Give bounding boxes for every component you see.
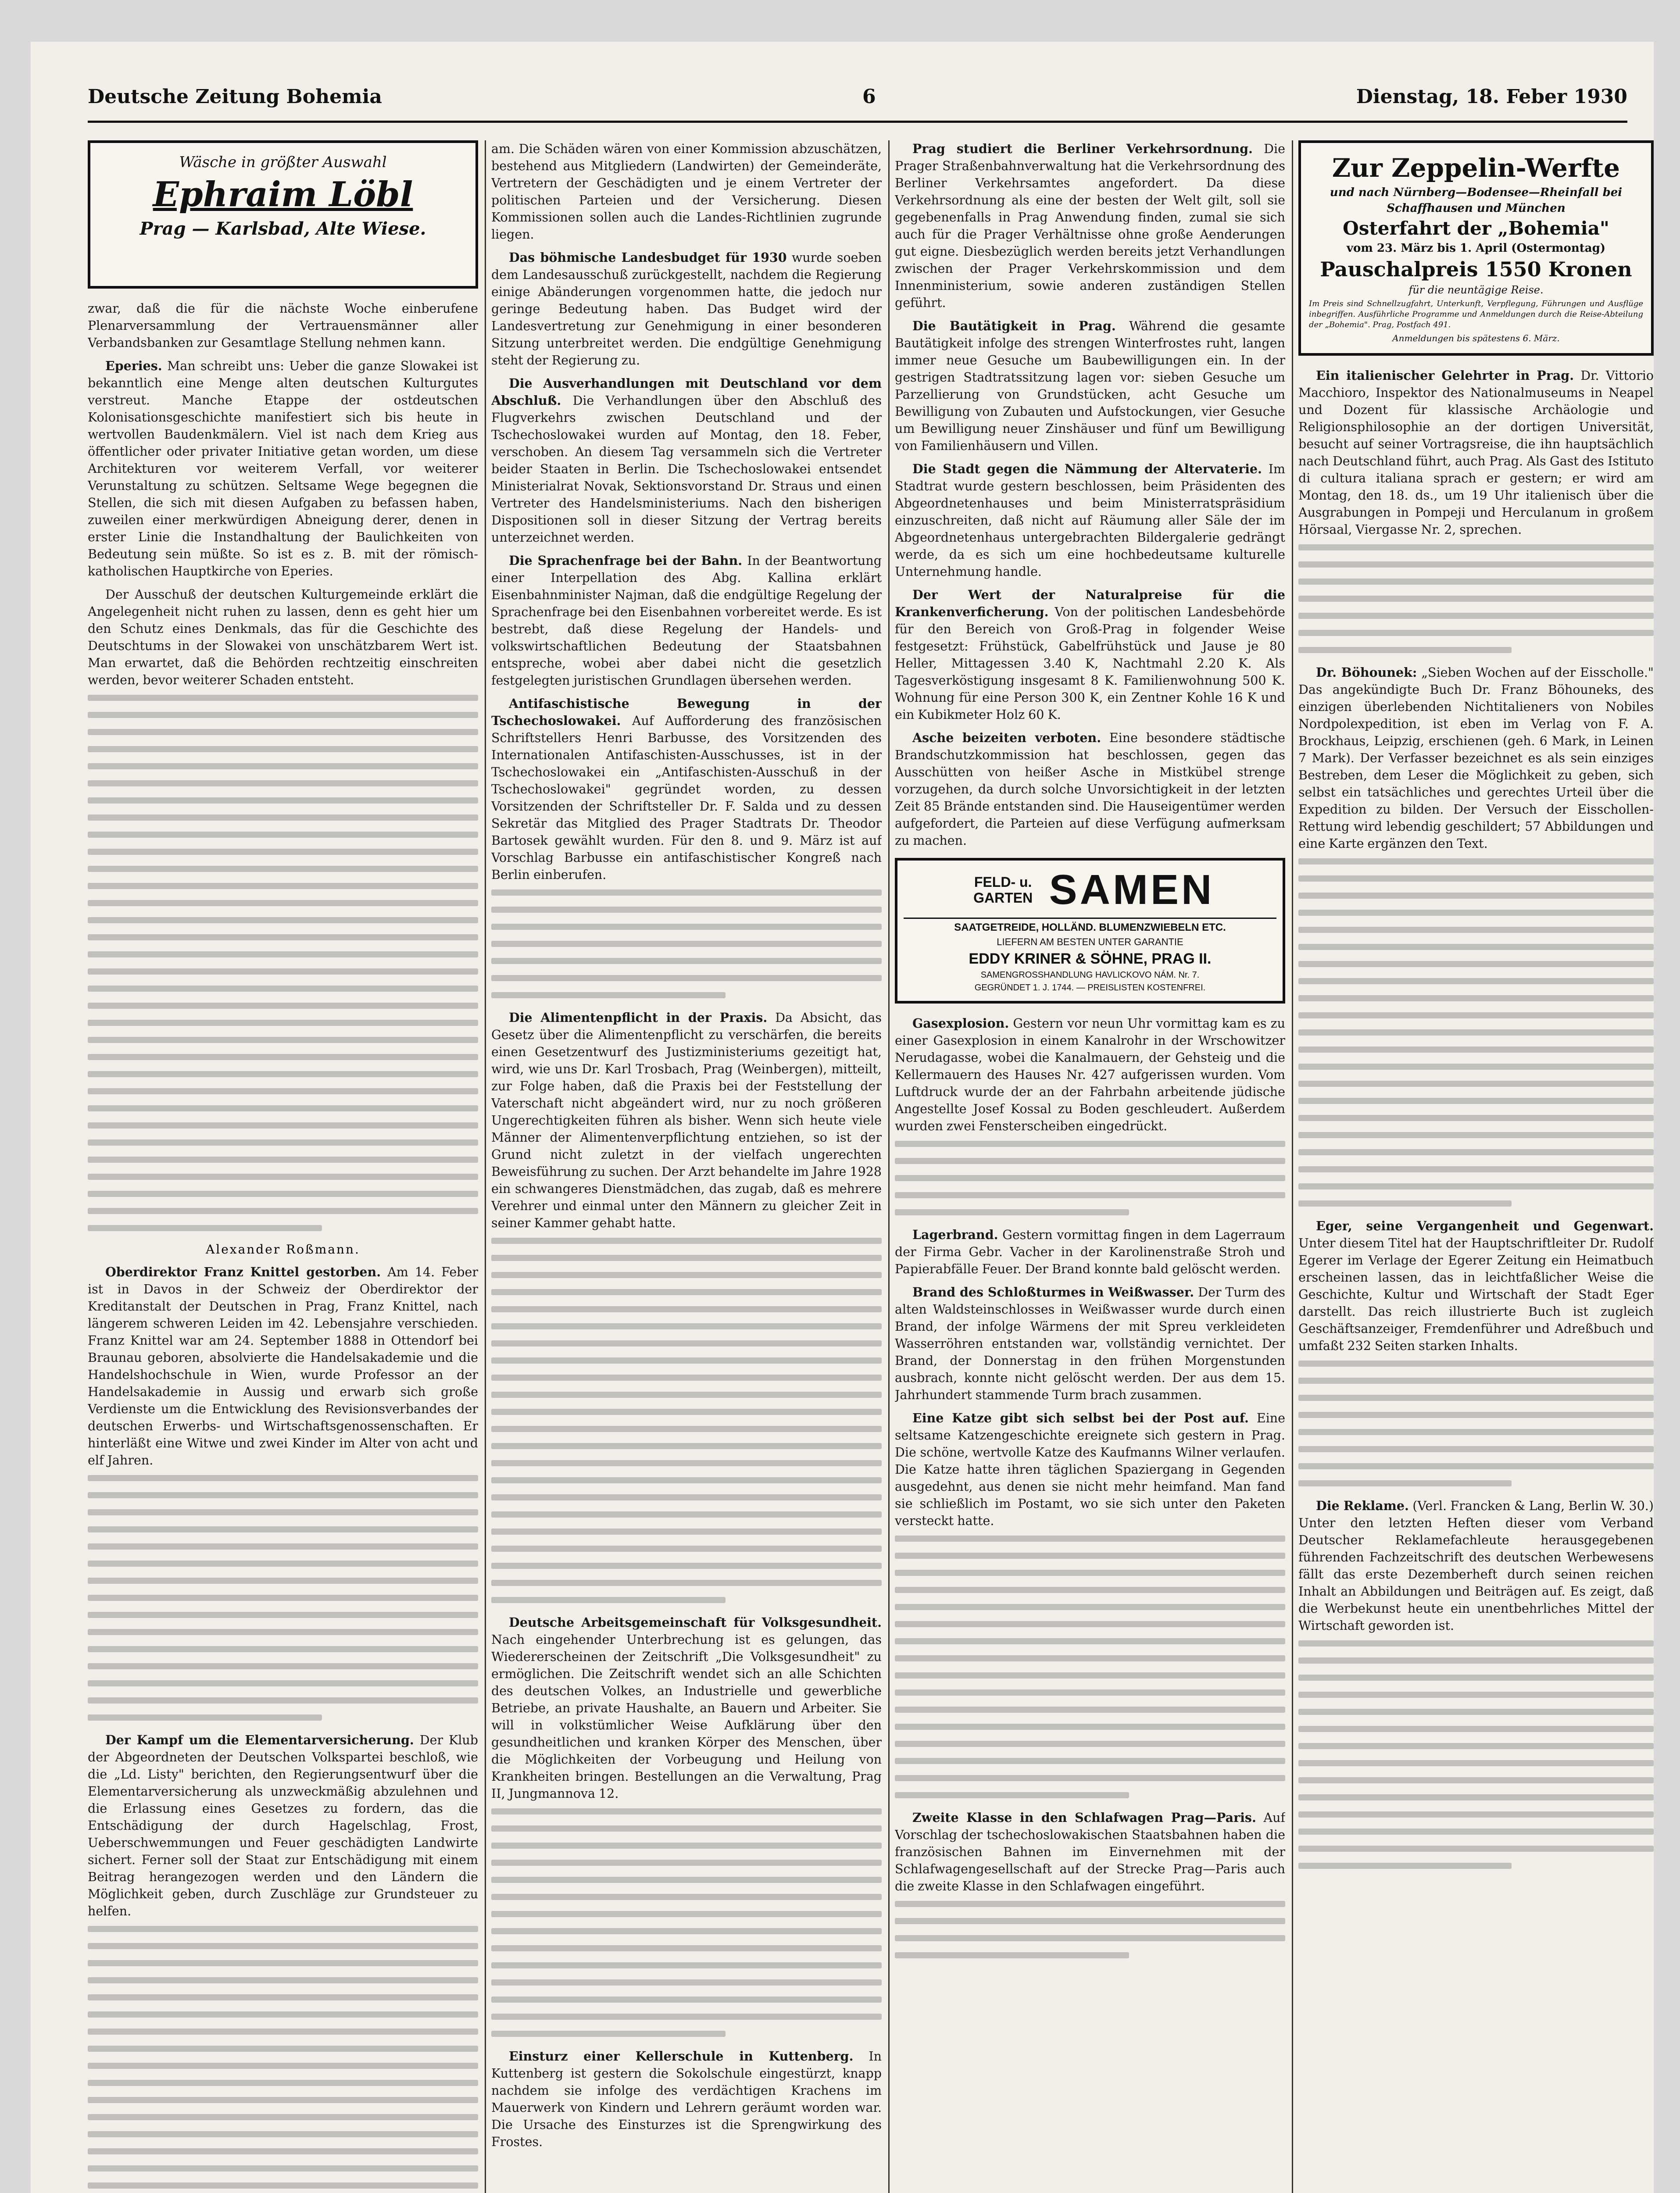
- article-heading: Das böhmische Landesbudget für 1930: [509, 250, 787, 265]
- article-text: Asche beizeiten verboten. Eine besondere städtische Brandschutzkommission hat beschlossen, gegen das Ausschütten von heißer Asche in Mistkübel strenge vorzugehen, da durch solche Unvorsichtigkeit in der letzten Zeit 85 Brände entstanden sind. Die Hauseigentümer werden aufgefordert, die Parteien auf diese Verfügung aufmerksam zu machen.: [895, 730, 1285, 848]
- article-text: Deutsche Arbeitsgemeinschaft für Volksgesundheit. Nach eingehender Unterbrechung ist es gelungen, das Wiedererscheinen der Zeitschrift „Die Volksgesundheit" zu ermöglichen. Die Zeitschrift wendet sich an alle Schichten des deutschen Volkes, an Industrielle und gewerbliche Betriebe, an private Haushalte, an Bauern und Arbeiter. Sie will in volkstümlicher Weise Aufklärung über den gesundheitlichen und kranken Körper des Menschen, über die Möglichkeiten der Vorbeugung und Heilung von Krankheiten bringen. Bestellungen an die Verwaltung, Prag II, Jungmannova 12.: [491, 1615, 882, 1801]
- ad-zeppelin-note: für die neuntägige Reise.: [1408, 284, 1544, 296]
- ad-samen-big: SAMEN: [1049, 866, 1215, 913]
- article-text: Eine Katze gibt sich selbst bei der Post auf. Eine seltsame Katzengeschichte ereignete sich gestern in Prag. Die schöne, wertvolle Katze des Kaufmanns Wilner verlaufen. Die Katze hatte ihren täglichen Spaziergang in Gegenden ausgedehnt, aus denen sie nicht mehr heimfand. Man fand sie schließlich im Postamt, wo sie sich unter den Paketen versteckt hatte.: [895, 1411, 1285, 1528]
- illegible-text: [1298, 1640, 1654, 1869]
- running-head: [88, 72, 1627, 123]
- article-text: Eperies. Man schreibt uns: Ueber die ganze Slowakei ist bekanntlich eine Menge alten deutschen Kulturgutes verstreut. Manche Etappe der ostdeutschen Kolonisationsgeschichte manifestiert sich bis heute in wertvollen Baudenkmälern. Viel ist nach dem Krieg aus öffentlicher oder privater Initiative getan worden, um diese Architekturen vor weiterem Verfall, vor weiterer Verunstaltung zu schützen. Seltsame Wege begegnen die Stellen, die sich mit diesen Aufgaben zu befassen haben, zuweilen einer merkwürdigen Abneigung derer, denen in erster Linie die Instandhaltung der Baulichkeiten von Bedeutung sein müßte. So ist es z. B. mit der römisch-katholischen Hauptkirche von Eperies.: [88, 358, 478, 579]
- article-heading: Ein italienischer Gelehrter in Prag.: [1316, 368, 1574, 383]
- ad-zeppelin-price: Pauschalpreis 1550 Kronen: [1320, 257, 1632, 281]
- ad-zeppelin-sub1: und nach Nürnberg—Bodensee—Rheinfall bei: [1330, 186, 1623, 199]
- illegible-text: [1298, 544, 1654, 653]
- column-rule: [485, 140, 486, 2193]
- article-heading: Eine Katze gibt sich selbst bei der Post auf.: [912, 1411, 1249, 1425]
- article-heading: Die Ausverhandlungen mit Deutschland vor dem Abschluß.: [491, 376, 882, 408]
- article-text: Dr. Böhounek: „Sieben Wochen auf der Eisscholle." Das angekündigte Buch Dr. Franz Böhouneks, des einzigen überlebenden Nichtitalieners von Nobiles Nordpolexpedition, ist eben im Verlag von F. A. Brockhaus, Leipzig, erschienen (geh. 6 Mark, in Leinen 7 Mark). Der Verfasser bezeichnet es als sein einziges Bestreben, dem Leser die Möglichkeit zu geben, sich selbst ein tatsächliches und gerechtes Urteil über die Expedition zu bilden. Der Versuch der Eisschollen-Rettung wird lebendig geschildert; 57 Abbildungen und eine Karte ergänzen den Text.: [1298, 665, 1654, 851]
- column-3: [895, 140, 1285, 2193]
- article-heading: Die Alimentenpflicht in der Praxis.: [509, 1010, 768, 1025]
- newspaper-page: [31, 42, 1654, 2193]
- article-text: Der Kampf um die Elementarversicherung. Der Klub der Abgeordneten der Deutschen Volkspartei beschloß, wie die „Ld. Listy" berichten, den Regierungsentwurf über die Elementarversicherung als unzweckmäßig abzulehnen und die Erlassung eines Gesetzes zu fordern, das die Entschädigung der durch Hagelschlag, Frost, Ueberschwemmungen und Feuer geschädigten Landwirte sichert. Ferner soll der Staat zur Entschädigung mit einem Beitrag herangezogen werden und den Ländern die Möglichkeit geben, durch Zuschläge zur Grundsteuer zu helfen.: [88, 1732, 478, 1918]
- illegible-text: [895, 1141, 1285, 1215]
- ad-zeppelin-deadline: Anmeldungen bis spätestens 6. März.: [1392, 333, 1560, 343]
- article-text: Der Ausschuß der deutschen Kulturgemeinde erklärt die Angelegenheit nicht ruhen zu lassen, denn es geht hier um den Schutz eines Denkmals, das für die Geschichte des Deutschtums in der Slowakei von unschätzbarem Wert ist. Man erwartet, daß die Behörden rechtzeitig einschreiten werden, bevor weiterer Schaden entsteht.: [88, 587, 478, 687]
- article-heading: Dr. Böhounek:: [1316, 665, 1417, 680]
- ad-zeppelin-small: Im Preis sind Schnellzugfahrt, Unterkunft, Verpflegung, Führungen und Ausflüge inbegriffen. Ausführliche Programme und Anmeldungen durch die Reise-Abteilung der „Bohemia". Prag, Postfach 491.: [1309, 299, 1643, 329]
- article-heading: Oberdirektor Franz Knittel gestorben.: [105, 1264, 381, 1279]
- article-heading: Eger, seine Vergangenheit und Gegenwart.: [1316, 1218, 1654, 1233]
- ad-loebl-line3: Prag — Karlsbad, Alte Wiese.: [139, 218, 426, 239]
- article-heading: Asche beizeiten verboten.: [912, 730, 1101, 745]
- article-text: am. Die Schäden wären von einer Kommission abzuschätzen, bestehend aus Mitgliedern (Landwirten) der Gemeinderäte, Vertretern der Geschädigten und je einem Vertreter der politischen Parteien und der Versicherung. Diesen Kommissionen sollen auch die Landes-Richtlinien zugrunde liegen.: [491, 142, 882, 242]
- article-text: Die Stadt gegen die Nämmung der Altervaterie. Im Stadtrat wurde gestern beschlossen, beim Präsidenten des Abgeordnetenhauses und beim Ministerratspräsidium einzuschreiten, daß nicht auf Räumung aller Säle der im Abgeordnetenhaus untergebrachten Bildergalerie gedrängt werde, da es sich um eine hochbedeutsame kulturelle Unternehmung handle.: [895, 461, 1285, 579]
- ad-loebl-line1: Wäsche in größter Auswahl: [179, 154, 387, 171]
- article-text: Brand des Schloßturmes in Weißwasser. Der Turm des alten Waldsteinschlosses in Weißwasser wurde durch einen Brand, der infolge Wärmens der mit Spreu verkleideten Wasserröhren entstanden war, vollständig vernichtet. Der Brand, der Donnerstag in den frühen Morgenstunden ausbrach, konnte nicht gelöscht werden. Der aus dem 15. Jahrhundert stammende Turm brach zusammen.: [895, 1285, 1285, 1402]
- issue-date: Dienstag, 18. Feber 1930: [1356, 85, 1627, 108]
- ad-zeppelin-sub2: Schaffhausen und München: [1387, 202, 1566, 215]
- article-text: Eger, seine Vergangenheit und Gegenwart. Unter diesem Titel hat der Hauptschriftleiter Dr. Rudolf Egerer im Verlage der Egerer Zeitung ein Heimatbuch erscheinen lassen, das in leichtfaßlicher Weise die Geschichte, Kultur und Wirtschaft der Stadt Eger darstellt. Das reich illustrierte Buch ist zugleich Geschäftsanzeiger, Fremdenführer und Adreßbuch und umfaßt 232 Seiten starken Inhalts.: [1298, 1218, 1654, 1353]
- article-heading: Gasexplosion.: [912, 1016, 1009, 1031]
- article-text: Der Wert der Naturalpreise für die Krankenverficherung. Von der politischen Landesbehörde für den Bereich von Groß-Prag in folgender Weise festgesetzt: Frühstück, Gabelfrühstück und Jause je 80 Heller, Mittagessen 3.40 K, Nachtmahl 2.20 K. Als Tagesverköstigung insgesamt 8 K. Familienwohnung 500 K. Wohnung für eine Person 300 K, ein Zentner Kohle 16 K und ein Kubikmeter Holz 60 K.: [895, 587, 1285, 722]
- column-4: [1298, 140, 1654, 2193]
- article-heading: Brand des Schloßturmes in Weißwasser.: [912, 1285, 1194, 1300]
- illegible-text: [1298, 858, 1654, 1207]
- article-heading: Die Stadt gegen die Nämmung der Altervaterie.: [912, 461, 1262, 476]
- article-heading: Lagerbrand.: [912, 1227, 998, 1242]
- ad-samen-line5: GEGRÜNDET 1. J. 1744. — PREISLISTEN KOSTENFREI.: [974, 983, 1206, 993]
- illegible-text: [1298, 1361, 1654, 1486]
- article-text: zwar, daß die für die nächste Woche einberufene Plenarversammlung der Vertrauensmänner aller Verbandsbanken zur Gesamtlage Stellung nehmen kann.: [88, 301, 478, 350]
- column-rule: [888, 140, 890, 2193]
- article-text: Die Alimentenpflicht in der Praxis. Da Absicht, das Gesetz über die Alimentenpflicht zu verschärfen, die bereits einen Gesetzentwurf des Justizministeriums gezeitigt hat, wird, wie uns Dr. Karl Trosbach, Prag (Weinbergen), mitteilt, zur Folge haben, daß die Praxis bei der Feststellung der Vaterschaft nicht abgeändert wird, nur zu noch größeren Ungerechtigkeiten führen als bisher. Wenn sich heute viele Männer der Alimentenverpflichtung entziehen, so ist der Grund nicht zuletzt in der vielfach ungerechten Beweisführung zu suchen. Der Arzt behandelte im Jahre 1928 ein schwangeres Dienstmädchen, das zugab, daß es mehrere Verehrer und einmal unter den Männern zu gleicher Zeit in seiner Kammer gehabt hatte.: [491, 1010, 882, 1230]
- author-signature: Alexander Roßmann.: [206, 1242, 360, 1257]
- illegible-text: [491, 1238, 882, 1603]
- ad-loebl: [88, 140, 478, 289]
- ad-samen-left: FELD- u. GARTEN: [973, 874, 1033, 906]
- ad-samen: [895, 858, 1285, 1004]
- illegible-text: [895, 1901, 1285, 1958]
- ad-samen-line4: SAMENGROSSHANDLUNG HAVLICKOVO NÁM. Nr. 7.: [980, 970, 1200, 980]
- article-heading: Die Reklame.: [1316, 1498, 1409, 1513]
- article-heading: Der Kampf um die Elementarversicherung.: [105, 1732, 414, 1747]
- article-heading: Einsturz einer Kellerschule in Kuttenberg.: [509, 2049, 854, 2064]
- article-text: Das böhmische Landesbudget für 1930 wurde soeben dem Landesausschuß zurückgestellt, nachdem die Regierung einige Abänderungen vorgenommen hatte, die jedoch nur geringe Bedeutung haben. Das Budget wird der Landesvertretung zur Genehmigung in einer besonderen Sitzung unterbreitet werden. Die endgültige Genehmigung steht der Regierung zu.: [491, 250, 882, 368]
- article-heading: Deutsche Arbeitsgemeinschaft für Volksgesundheit.: [509, 1615, 882, 1630]
- paper-name: Deutsche Zeitung Bohemia: [88, 85, 382, 108]
- article-text: Die Sprachenfrage bei der Bahn. In der Beantwortung einer Interpellation des Abg. Kallina erklärt Eisenbahnminister Najman, daß die endgültige Regelung der Sprachenfrage bei den Eisenbahnen vorbereitet werde. Es ist bestrebt, daß diese Regelung der Handels- und volkswirtschaftlichen Bedeutung der Staatsbahnen entspreche, wobei aber dabei nicht die gesetzlich festgelegten juristischen Grundlagen übersehen werden.: [491, 553, 882, 688]
- illegible-text: [88, 1926, 478, 2193]
- column-rule: [1292, 140, 1293, 2193]
- article-text: Oberdirektor Franz Knittel gestorben. Am 14. Feber ist in Davos in der Schweiz der Oberdirektor der Kreditanstalt der Deutschen in Prag, Franz Knittel, nach längerem schweren Leiden im 42. Lebensjahre verschieden. Franz Knittel war am 24. September 1888 in Ottendorf bei Braunau geboren, absolvierte die Handelsakademie und die Handelshochschule in Wien, wurde Professor an der Handelsakademie in Aussig und erwarb sich große Verdienste um die Entwicklung des Revisionsverbandes der deutschen Erwerbs- und Wirtschaftsgenossenschaften. Er hinterläßt eine Witwe und zwei Kinder im Alter von acht und elf Jahren.: [88, 1264, 478, 1468]
- article-heading: Die Bautätigkeit in Prag.: [912, 318, 1116, 333]
- article-text: Gasexplosion. Gestern vor neun Uhr vormittag kam es zu einer Gasexplosion in einem Kanalrohr in der Wrschowitzer Nerudagasse, wobei die Kanalmauern, der Gehsteig und die Kellermauern des Hauses Nr. 427 aufgerissen wurden. Vom Luftdruck wurde der an der Fahrbahn arbeitende jüdische Angestellte Josef Kossal zu Boden geschleudert. Außerdem wurden zwei Fensterscheiben eingedrückt.: [895, 1016, 1285, 1133]
- ad-samen-line1: SAATGETREIDE, HOLLÄND. BLUMENZWIEBELN ETC.: [954, 921, 1226, 933]
- ad-zeppelin-dates: vom 23. März bis 1. April (Ostermontag): [1346, 242, 1606, 255]
- article-text: Die Bautätigkeit in Prag. Während die gesamte Bautätigkeit infolge des strengen Winterfrostes ruht, langen immer neue Gesuche um Baubewilligungen ein. In der gestrigen Stadtratssitzung lagen vor: sieben Gesuche um Parzellierung von Grundstücken, acht Gesuche um Bewilligung von Zubauten und Aufstockungen, vier Gesuche um Bewilligung neuer Zinshäuser und fünf um Bewilligung von Familienhäusern und Villen.: [895, 318, 1285, 453]
- article-heading: Eperies.: [105, 358, 162, 373]
- article-text: Die Reklame. (Verl. Francken & Lang, Berlin W. 30.) Unter den letzten Heften dieser vom Verband Deutscher Reklamefachleute herausgegebenen führenden Fachzeitschrift des deutschen Werbewesens fällt das erste Dezemberheft durch seinen reichen Inhalt an Abbildungen und Beiträgen auf. Es zeigt, daß die Werbekunst heute ein unentbehrliches Mittel der Wirtschaft geworden ist.: [1298, 1498, 1654, 1633]
- page-number: 6: [862, 85, 876, 108]
- illegible-text: [88, 1475, 478, 1721]
- illegible-text: [491, 889, 882, 998]
- column-1: [88, 140, 478, 2193]
- ad-zeppelin-osterfahrt: Osterfahrt der „Bohemia": [1343, 218, 1609, 239]
- article-text: Lagerbrand. Gestern vormittag fingen in dem Lagerraum der Firma Gebr. Vacher in der Karolinenstraße Stroh und Papierabfälle Feuer. Der Brand konnte bald gelöscht werden.: [895, 1227, 1285, 1276]
- illegible-text: [491, 1808, 882, 2037]
- illegible-text: [88, 695, 478, 1231]
- article-text: Einsturz einer Kellerschule in Kuttenberg. In Kuttenberg ist gestern die Sokolschule eingestürzt, knapp nachdem sie infolge des verdächtigen Krachens im Mauerwerk von Kindern und Lehrern geräumt worden war. Die Ursache des Einsturzes ist die Sprengwirkung des Frostes.: [491, 2049, 882, 2149]
- ad-zeppelin: [1298, 140, 1654, 356]
- article-heading: Der Wert der Naturalpreise für die Krankenverficherung.: [895, 587, 1285, 619]
- article-text: Prag studiert die Berliner Verkehrsordnung. Die Prager Straßenbahnverwaltung hat die Verkehrsordnung des Berliner Verkehrsamtes angefordert. Da diese Verkehrsordnung als eine der besten der Welt gilt, soll sie gegebenenfalls in Prag Anwendung finden, zumal sie sich auch für die Prager Verhältnisse ohne große Aenderungen gut eigne. Diesbezüglich werden bereits jetzt Verhandlungen zwischen der Prager Verkehrskommission und dem Innenministerium, sowie anderen zuständigen Stellen geführt.: [895, 141, 1285, 310]
- ad-samen-line2: LIEFERN AM BESTEN UNTER GARANTIE: [997, 936, 1183, 947]
- illegible-text: [895, 1536, 1285, 1798]
- article-text: Zweite Klasse in den Schlafwagen Prag—Paris. Auf Vorschlag der tschechoslowakischen Staatsbahnen haben die französischen Bahnen im Einvernehmen mit der Schlafwagengesellschaft auf der Strecke Prag—Paris auch die zweite Klasse in den Schlafwagen eingeführt.: [895, 1810, 1285, 1893]
- article-text: Ein italienischer Gelehrter in Prag. Dr. Vittorio Macchioro, Inspektor des Nationalmuseums in Neapel und Dozent für klassische Archäologie und Religionsphilosophie an der dortigen Universität, besucht auf seiner Vortragsreise, die ihn hauptsächlich nach Deutschland führt, auch Prag. Als Gast des Istituto di cultura italiana sprach er gestern; er wird am Montag, den 18. ds., um 19 Uhr italienisch über die Ausgrabungen in Pompeji und Herculanum in großem Hörsaal, Viergasse Nr. 2, sprechen.: [1298, 368, 1654, 537]
- ad-loebl-name: Ephraim Löbl: [153, 175, 413, 214]
- article-heading: Antifaschistische Bewegung in der Tschechoslowakei.: [491, 696, 882, 728]
- ad-zeppelin-title: Zur Zeppelin-Werfte: [1332, 153, 1620, 183]
- article-heading: Die Sprachenfrage bei der Bahn.: [509, 553, 743, 568]
- article-heading: Zweite Klasse in den Schlafwagen Prag—Paris.: [912, 1810, 1256, 1825]
- article-heading: Prag studiert die Berliner Verkehrsordnung.: [912, 141, 1253, 156]
- ad-samen-firm: EDDY KRINER & SÖHNE, PRAG II.: [969, 950, 1212, 967]
- column-2: [491, 140, 882, 2193]
- article-text: Die Ausverhandlungen mit Deutschland vor dem Abschluß. Die Verhandlungen über den Abschluß des Flugverkehrs zwischen Deutschland und der Tschechoslowakei wurden auf Montag, den 18. Feber, verschoben. An diesem Tag versammeln sich die Vertreter beider Staaten in Berlin. Die Tschechoslowakei entsendet Ministerialrat Novak, Sektionsvorstand Dr. Straus und einen Vertreter des Handelsministeriums. Nach den bisherigen Dispositionen soll in dieser Sitzung der Vertrag bereits unterzeichnet werden.: [491, 376, 882, 545]
- article-text: Antifaschistische Bewegung in der Tschechoslowakei. Auf Aufforderung des französischen Schriftstellers Henri Barbusse, des Vorsitzenden des Internationalen Antifaschisten-Ausschusses, ist in der Tschechoslowakei ein „Antifaschisten-Ausschuß in der Tschechoslowakei" gegründet worden, zu dessen Vorsitzenden der Schriftsteller Dr. F. Salda und zu dessen Sekretär das Mitglied des Prager Stadtrats Dr. Theodor Bartosek gewählt wurden. Für den 8. und 9. März ist auf Vorschlag Barbusse ein antifaschistischer Kongreß nach Berlin einberufen.: [491, 696, 882, 882]
